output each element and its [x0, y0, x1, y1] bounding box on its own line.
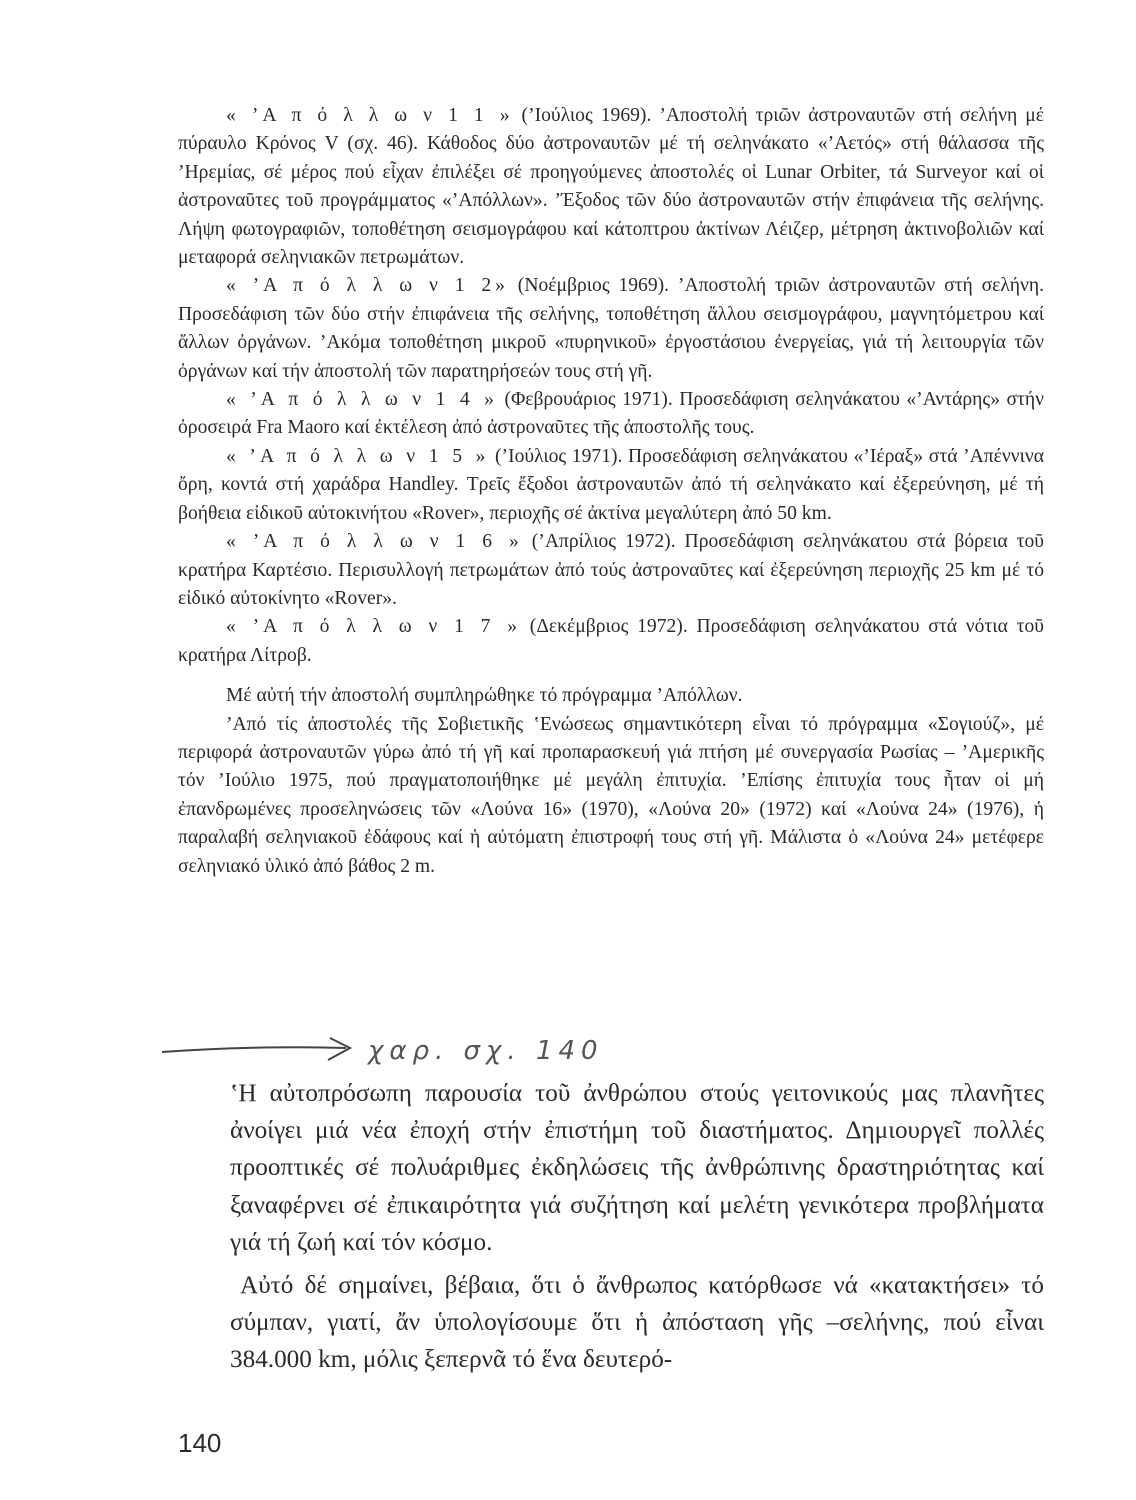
mission-paragraph: [178, 613, 1044, 670]
mission-text: (’Ιούλιος 1969). ’Αποστολή τριῶν ἀστροναυτῶν στή σελήνη μέ πύραυλο Κρόνος V (σχ. 46). Κάθοδος δύο ἀστροναυτῶν μέ τή σεληνάκατο «’Αετός» στή θάλασσα τῆς ’Ηρεμίας, σέ μέρος πού εἶχαν ἐπιλέξει σέ προηγούμενες ἀποστολές οἱ Lunar Orbiter, τά Surveyor καί οἱ ἀστροναῦτες τοῦ προγράμματος «’Απόλλων». ’Έξοδος τῶν δύο ἀστροναυτῶν στήν ἐπιφάνεια τῆς σελήνης. Λήψη φωτογραφιῶν, τοποθέτηση σεισμογράφου καί κάτοπτρου ἀκτίνων Λέιζερ, μέτρηση ἀκτινοβολιῶν καί μεταφορά σεληνιακῶν πετρωμάτων.: [178, 105, 1044, 269]
mission-text: (Φεβρουάριος 1971). Προσεδάφιση σεληνάκατου «’Αντάρης» στήν ὀροσειρά Fra Maoro καί ἐκτέλεση ἀπό ἀστροναῦτες τῆς ἀποστολῆς τους.: [178, 389, 1045, 439]
arrow-icon: [158, 1030, 358, 1070]
mission-paragraph: [178, 102, 1044, 272]
mission-name: « ’Α π ό λ λ ω ν 1 2»: [226, 275, 509, 297]
page-number: 140: [178, 1428, 222, 1458]
mission-name: « ’Α π ό λ λ ω ν 1 5 »: [226, 445, 490, 467]
mission-paragraph: [178, 272, 1044, 386]
closing-sentence: Μέ αὐτή τήν ἀποστολή συμπληρώθηκε τό πρόγραμμα ’Απόλλων.: [226, 685, 743, 707]
apollo-missions-text: [178, 102, 1044, 881]
body-paragraph: Αὐτό δέ σημαίνει, βέβαια, ὅτι ὁ ἄνθρωπος κατόρθωσε νά «κατακτήσει» τό σύμπαν, γιατί, ἄν ὑπολογίσουμε ὅτι ἡ ἀπόσταση γῆς –σελήνης, πού εἶναι 384.000 km, μόλις ξεπερνᾶ τό ἕνα δευτερό-: [230, 1272, 1044, 1374]
handwritten-note: χαρ. σχ. 140: [368, 1036, 604, 1066]
mission-name: « ’Α π ό λ λ ω ν 1 6 »: [226, 531, 523, 553]
body-paragraph: ‛Η αὐτοπρόσωπη παρουσία τοῦ ἀνθρώπου στούς γειτονικούς μας πλανῆτες ἀνοίγει μιά νέα ἐποχή στήν ἐπιστήμη τοῦ διαστήματος. Δημιουργεῖ πολλές προοπτικές σέ πολυάριθμες ἐκδηλώσεις τῆς ἀνθρώπινης δραστηριότητας καί ξαναφέρνει σέ ἐπικαιρότητα γιά συζήτηση καί μελέτη γενικότερα προβλήματα γιά τή ζωή καί τόν κόσμο.: [230, 1080, 1044, 1256]
mission-paragraph: [178, 386, 1044, 443]
mission-paragraph: [178, 528, 1044, 613]
mission-name: « ’Α π ό λ λ ω ν 1 1 »: [226, 105, 514, 126]
mission-name: « ’Α π ό λ λ ω ν 1 7 »: [226, 616, 522, 638]
main-text: [230, 1075, 1044, 1379]
handwritten-annotation: [158, 1030, 678, 1074]
soviet-program-paragraph: ’Από τίς ἀποστολές τῆς Σοβιετικῆς ‛Ενώσεως σημαντικότερη εἶναι τό πρόγραμμα «Σογιούζ», μέ περιφορά ἀστροναυτῶν γύρω ἀπό τή γῆ καί προπαρασκευή γιά πτήση μέ συνεργασία Ρωσίας – ’Αμερικῆς τόν ’Ιούλιο 1975, πού πραγματοποιήθηκε μέ μεγάλη ἐπιτυχία. ’Επίσης ἐπιτυχία τους ἦταν οἱ μή ἐπανδρωμένες προσεληνώσεις τῶν «Λούνα 16» (1970), «Λούνα 20» (1972) καί «Λούνα 24» (1976), ἡ παραλαβή σεληνιακοῦ ἐδάφους καί ἡ αὐτόματη ἐπιστροφή τους στή γῆ. Μάλιστα ὁ «Λούνα 24» μετέφερε σεληνιακό ὑλικό ἀπό βάθος 2 m.: [178, 713, 1044, 877]
mission-text: (’Απρίλιος 1972). Προσεδάφιση σεληνάκατου στά βόρεια τοῦ κρατήρα Καρτέσιο. Περισυλλογή πετρωμάτων ἀπό τούς ἀστροναῦτες καί ἐξερεύνηση περιοχῆς 25 km μέ τό εἰδικό αὐτοκίνητο «Rover».: [178, 531, 1044, 609]
mission-text: (Δεκέμβριος 1972). Προσεδάφιση σεληνάκατου στά νότια τοῦ κρατήρα Λίτροβ.: [178, 616, 1044, 666]
mission-paragraph: [178, 443, 1044, 528]
mission-text: (Νοέμβριος 1969). ’Αποστολή τριῶν ἀστροναυτῶν στή σελήνη. Προσεδάφιση τῶν δύο στήν ἐπιφάνεια τῆς σελήνης, τοποθέτηση ἄλλου σεισμογράφου, μαγνητόμετρου καί ἄλλων ὀργάνων. ’Ακόμα τοποθέτηση μικροῦ «πυρηνικοῦ» ἐργοστάσιου ἐνεργείας, γιά τή λειτουργία τῶν ὀργάνων καί τήν ἀποστολή τῶν παρατηρήσεών τους στή γῆ.: [178, 275, 1044, 382]
mission-text: (’Ιούλιος 1971). Προσεδάφιση σεληνάκατου «’Ιέραξ» στά ’Απέννινα ὄρη, κοντά στή χαράδρα Handley. Τρεῖς ἔξοδοι ἀστροναυτῶν ἀπό τή σεληνάκατο καί ἐξερεύνηση, μέ τή βοήθεια εἰδικοῦ αὐτοκινήτου «Rover», περιοχῆς σέ ἀκτίνα μεγαλύτερη ἀπό 50 km.: [178, 445, 1044, 524]
mission-name: « ’Α π ό λ λ ω ν 1 4 »: [226, 389, 498, 411]
